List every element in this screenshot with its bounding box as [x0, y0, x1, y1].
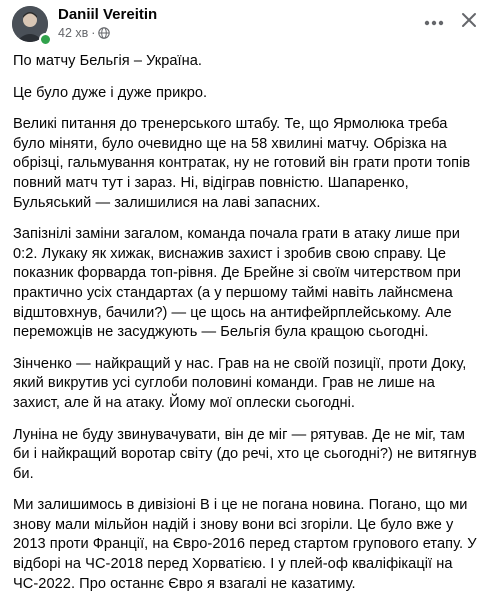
- post-paragraph: По матчу Бельгія – Україна.: [13, 53, 203, 69]
- more-horizontal-icon: [424, 13, 444, 31]
- post-paragraph: Ми залишимось в дивізіоні B і це не погана новина. Погано, що ми знову мали мільйон надій і знову вони всі згоріли. Це було вже у 2013 проти Франції, на Євро-2016 перед стартом групового етапу. У відборі на ЧС-2018 перед Хорватією. І у плей-оф кваліфікації на ЧС-2022. Про останнє Євро я взагалі не казатиму.: [13, 497, 477, 592]
- post-paragraph: Запізнілі заміни загалом, команда почала грати в атаку лише при 0:2. Лукаку як хижак, виснажив захист і зробив свою справу. Це показник форварда топ-рівня. Де Брейне зі своїм читерством при практично усіх стандартах (а у першому таймі навіть лайнсмена відштовхнув, бачили?) — це щось на антифейрплейському. Але переможців не засуджують — Бельгія була кращою сьогодні.: [13, 226, 461, 341]
- post-header: [0, 0, 498, 46]
- post-meta: [58, 26, 110, 40]
- more-options-button[interactable]: [420, 8, 448, 36]
- post-paragraph: Це було дуже і дуже прикро.: [13, 84, 208, 101]
- post-time[interactable]: 42 хв: [58, 26, 89, 40]
- post-paragraph: Зінченко — найкращий у нас. Грав на не своїй позиції, проти Доку, який викрутив усі суглоби половині команди. Грав не лише на захист, але й на атаку. Йому мої оплески сьогодні.: [13, 355, 467, 411]
- meta-separator: ·: [91, 26, 96, 40]
- post-paragraph: Луніна не буду звинувачувати, він де міг — рятував. Де не міг, там би і найкращий воротар світу (до речі, хто це сьогодні?) не витягнув би.: [13, 426, 477, 482]
- globe-icon[interactable]: [98, 27, 110, 39]
- close-button[interactable]: [455, 8, 483, 36]
- close-icon: [461, 12, 477, 33]
- post-body: [13, 52, 491, 606]
- online-status-indicator: [39, 33, 52, 46]
- post-paragraph: Великі питання до тренерського штабу. Те, що Ярмолюка треба було міняти, було очевидно ще на 58 хвилині матчу. Обрізка на обрізці, гальмування контратак, ну не готовий він грати проти топів повний матч тут і зараз. Ні, відіграв повністю. Шапаренко, Бульяський — залишилися на лаві запасних.: [13, 116, 471, 211]
- author-name[interactable]: Daniil Vereitin: [58, 6, 158, 23]
